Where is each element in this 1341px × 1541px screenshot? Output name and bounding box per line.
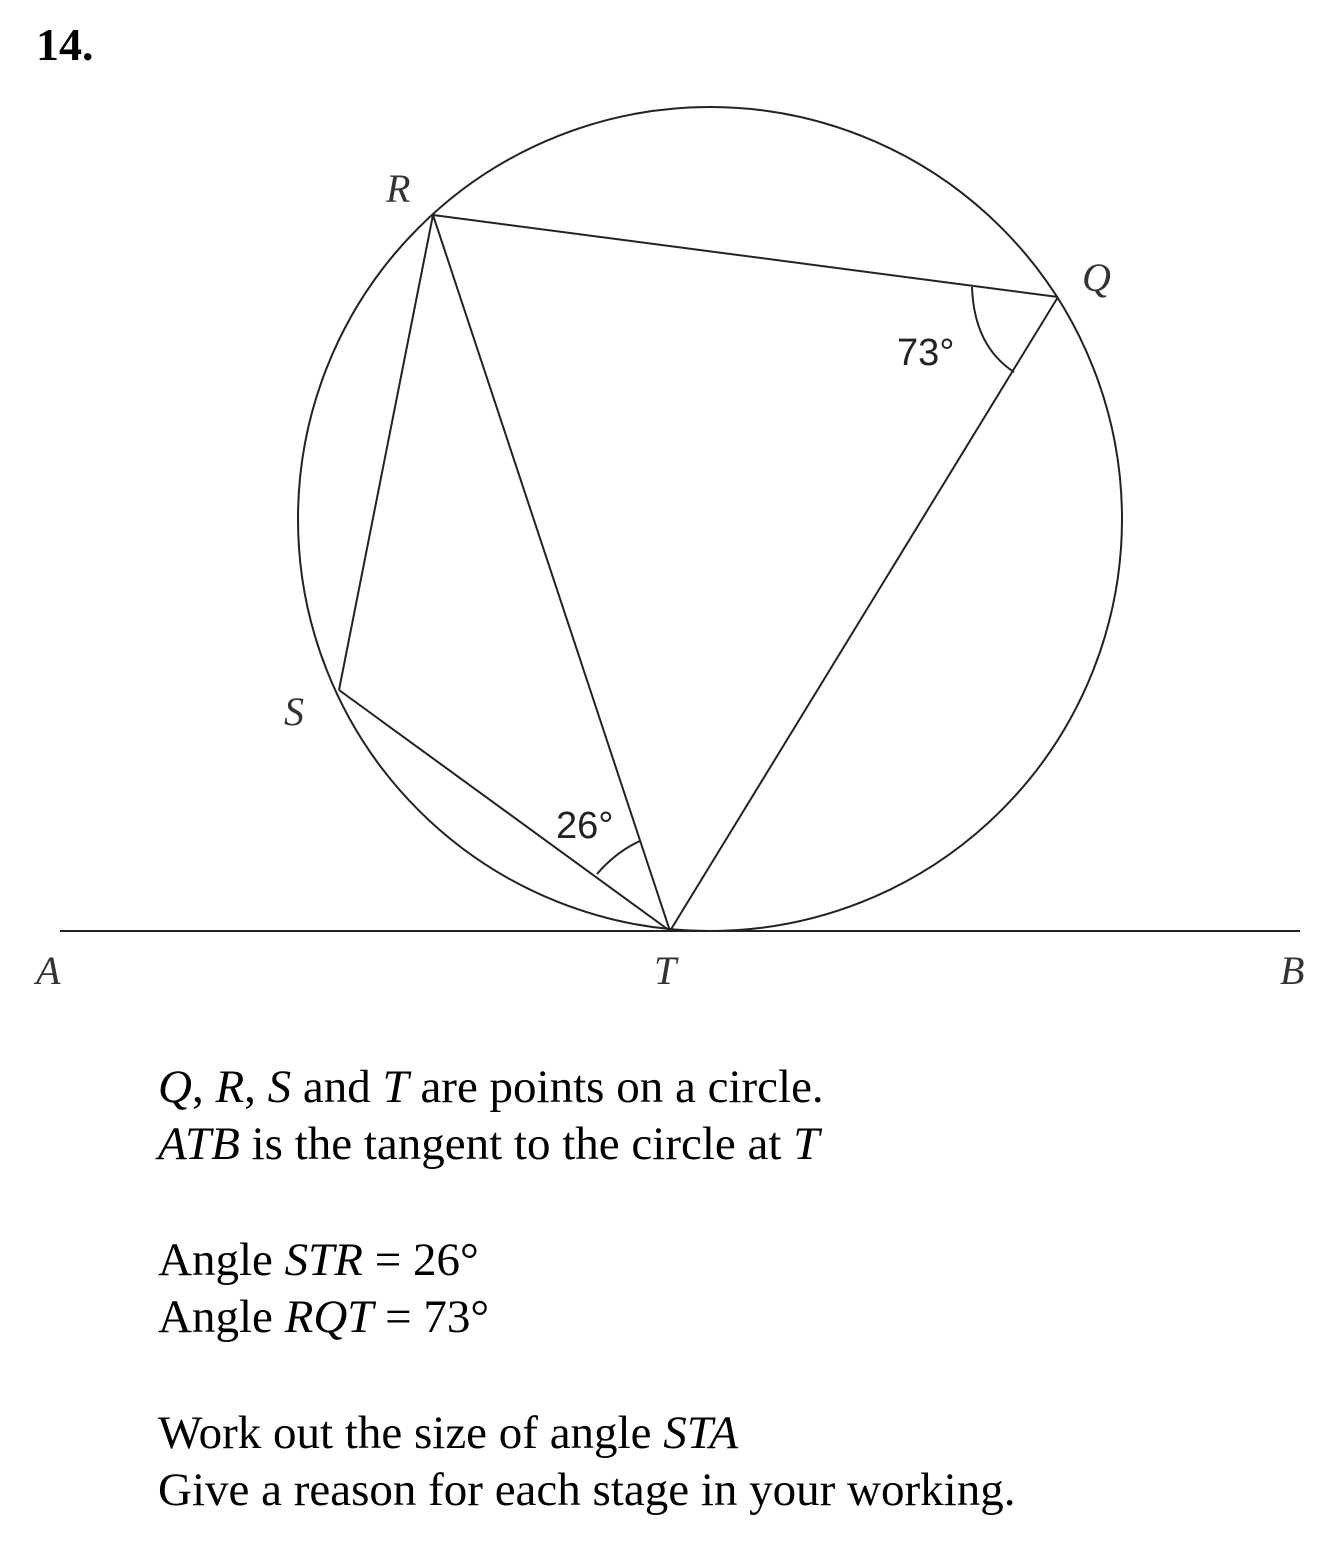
statement-angle-STR: Angle STR = 26° bbox=[158, 1234, 479, 1286]
statement-points-on-circle: Q, R, S and T are points on a circle. bbox=[158, 1061, 824, 1113]
given-angles bbox=[158, 1232, 489, 1346]
chord-QT bbox=[670, 297, 1058, 931]
question-number: 14. bbox=[36, 19, 94, 70]
given-statements bbox=[158, 1059, 824, 1173]
chord-RT bbox=[433, 215, 670, 931]
point-label-A: A bbox=[36, 948, 61, 993]
point-label-Q: Q bbox=[1082, 255, 1111, 300]
chord-ST bbox=[339, 690, 670, 931]
chord-RQ bbox=[433, 215, 1058, 297]
point-label-B: B bbox=[1280, 948, 1305, 993]
task-work-out-angle: Work out the size of angle STA bbox=[158, 1407, 739, 1459]
point-label-S: S bbox=[284, 689, 304, 734]
point-label-T: T bbox=[654, 948, 677, 993]
statement-tangent: ATB is the tangent to the circle at T bbox=[158, 1118, 820, 1170]
angle-label-STR: 26° bbox=[556, 805, 614, 847]
task-give-reasons: Give a reason for each stage in your working. bbox=[158, 1464, 1016, 1516]
circle bbox=[298, 107, 1122, 931]
angle-arc-RQT bbox=[972, 287, 1014, 372]
point-label-R: R bbox=[386, 166, 411, 211]
chord-RS bbox=[339, 215, 433, 690]
task-instructions bbox=[158, 1405, 1015, 1519]
statement-angle-RQT: Angle RQT = 73° bbox=[158, 1291, 490, 1343]
angle-label-RQT: 73° bbox=[897, 332, 955, 374]
